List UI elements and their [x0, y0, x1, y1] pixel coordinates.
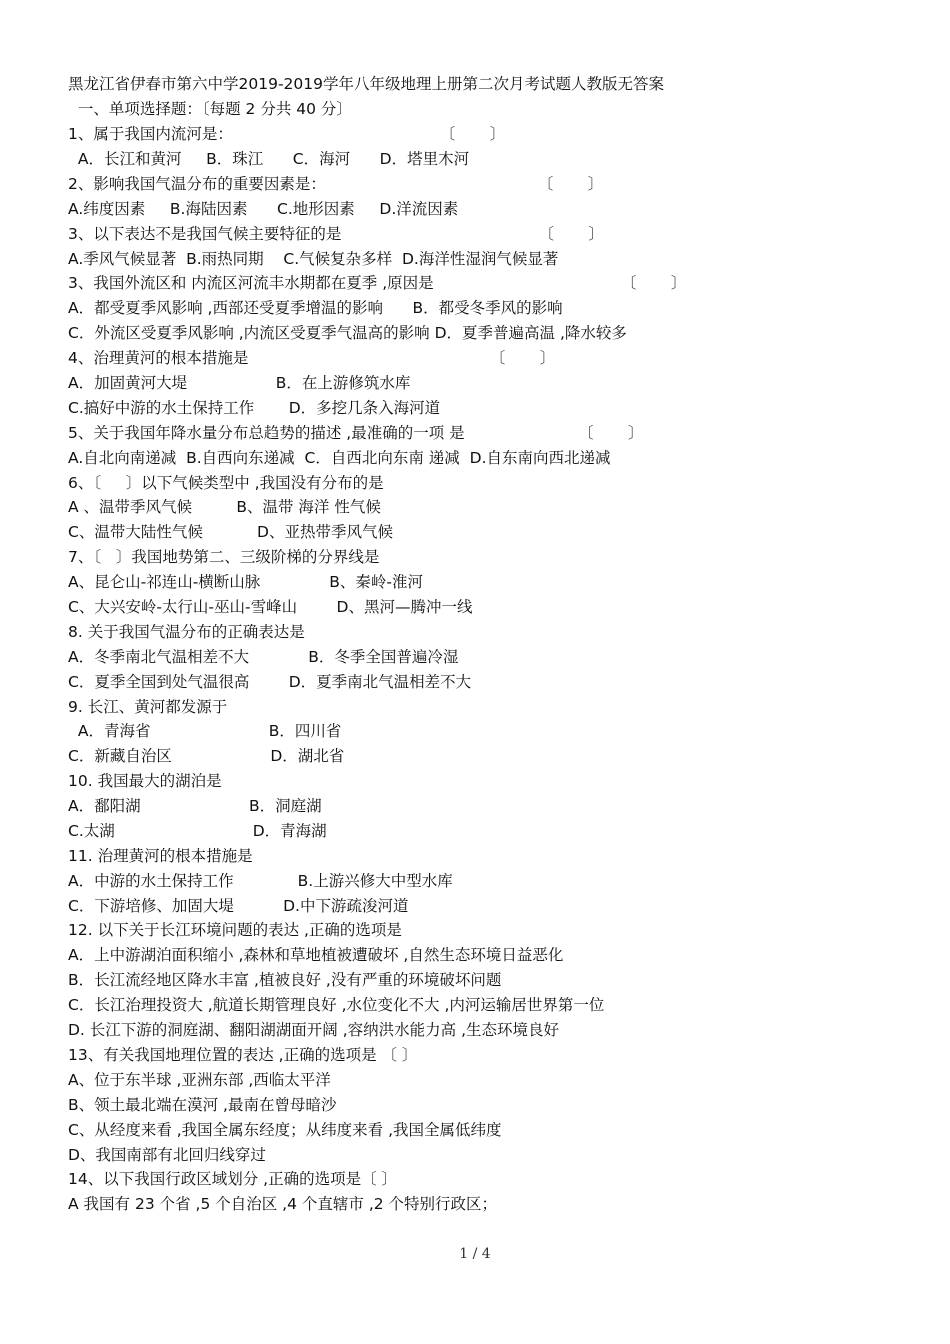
option-line: A 我国有 23 个省 ,5 个自治区 ,4 个直辖市 ,2 个特别行政区；: [68, 1195, 498, 1213]
option-line: A 、温带季风气候 B、温带 海洋 性气候: [68, 498, 381, 516]
option-line: A．加固黄河大堤 B．在上游修筑水库: [68, 374, 411, 392]
option-line: A．冬季南北气温相差不大 B．冬季全国普遍冷湿: [68, 648, 459, 666]
question-line: 11. 治理黄河的根本措施是: [68, 847, 253, 865]
option-line: A．长江和黄河 B．珠江 C．海河 D．塔里木河: [68, 150, 470, 168]
question-line: 5、关于我国年降水量分布总趋势的描述 ,最准确的一项 是 〔 〕: [68, 424, 644, 442]
question-line: 2、影响我国气温分布的重要因素是： 〔 〕: [68, 175, 604, 193]
question-line: 14、以下我国行政区域划分 ,正确的选项是〔 〕: [68, 1170, 398, 1188]
section-heading: 一、单项选择题：〔每题 2 分共 40 分〕: [68, 100, 352, 118]
option-line: A．都受夏季风影响 ,西部还受夏季增温的影响 B．都受冬季风的影响: [68, 299, 563, 317]
question-line: 7、〔 〕我国地势第二、三级阶梯的分界线是: [68, 548, 380, 566]
option-line: A、昆仑山-祁连山-横断山脉 B、秦岭-淮河: [68, 573, 423, 591]
option-line: C．长江治理投资大 ,航道长期管理良好 ,水位变化不大 ,内河运输居世界第一位: [68, 996, 605, 1014]
question-line: 8. 关于我国气温分布的正确表达是: [68, 623, 305, 641]
question-line: 1、属于我国内流河是： 〔 〕: [68, 125, 506, 143]
option-line: B、领土最北端在漠河 ,最南在曾母暗沙: [68, 1096, 337, 1114]
question-line: 4、治理黄河的根本措施是 〔 〕: [68, 349, 556, 367]
question-line: 12. 以下关于长江环境问题的表达 ,正确的选项是: [68, 921, 402, 939]
question-line: 3、我国外流区和 内流区河流丰水期都在夏季 ,原因是 〔 〕: [68, 274, 687, 292]
option-line: A．鄱阳湖 B．洞庭湖: [68, 797, 322, 815]
option-line: A.自北向南递减 B.自西向东递减 C．自西北向东南 递减 D.自东南向西北递减: [68, 449, 611, 467]
page-number: 1 / 4: [459, 1246, 491, 1262]
option-line: B．长江流经地区降水丰富 ,植被良好 ,没有严重的环境破坏问题: [68, 971, 502, 989]
option-line: A.季风气候显著 B.雨热同期 C.气候复杂多样 D.海洋性湿润气候显著: [68, 250, 559, 268]
option-line: A、位于东半球 ,亚洲东部 ,西临太平洋: [68, 1071, 331, 1089]
option-line: A.纬度因素 B.海陆因素 C.地形因素 D.洋流因素: [68, 200, 459, 218]
question-line: 3、以下表达不是我国气候主要特征的是 〔 〕: [68, 225, 604, 243]
option-line: A．中游的水土保持工作 B.上游兴修大中型水库: [68, 872, 453, 890]
option-line: C．外流区受夏季风影响 ,内流区受夏季气温高的影响 D．夏季普遍高温 ,降水较多: [68, 324, 627, 342]
option-line: C．夏季全国到处气温很高 D．夏季南北气温相差不大: [68, 673, 472, 691]
option-line: C、大兴安岭-太行山-巫山-雪峰山 D、黑河—腾冲一线: [68, 598, 473, 616]
option-line: A．青海省 B．四川省: [68, 722, 342, 740]
option-line: D、我国南部有北回归线穿过: [68, 1146, 266, 1164]
option-line: C.搞好中游的水土保持工作 D．多挖几条入海河道: [68, 399, 441, 417]
document-title: 黑龙江省伊春市第六中学2019-2019学年八年级地理上册第二次月考试题人教版无答案: [68, 75, 664, 93]
option-line: C．下游培修、加固大堤 D.中下游疏浚河道: [68, 897, 409, 915]
question-line: 9. 长江、黄河都发源于: [68, 698, 228, 716]
option-line: A．上中游湖泊面积缩小 ,森林和草地植被遭破坏 ,自然生态环境日益恶化: [68, 946, 564, 964]
question-line: 10. 我国最大的湖泊是: [68, 772, 222, 790]
option-line: C、温带大陆性气候 D、亚热带季风气候: [68, 523, 393, 541]
question-line: 6、〔 〕以下气候类型中 ,我国没有分布的是: [68, 474, 384, 492]
option-line: C、从经度来看 ,我国全属东经度；从纬度来看 ,我国全属低纬度: [68, 1121, 502, 1139]
option-line: D. 长江下游的洞庭湖、翻阳湖湖面开阔 ,容纳洪水能力高 ,生态环境良好: [68, 1021, 559, 1039]
option-line: C.太湖 D．青海湖: [68, 822, 327, 840]
question-line: 13、有关我国地理位置的表达 ,正确的选项是 〔 〕: [68, 1046, 418, 1064]
option-line: C．新藏自治区 D．湖北省: [68, 747, 345, 765]
